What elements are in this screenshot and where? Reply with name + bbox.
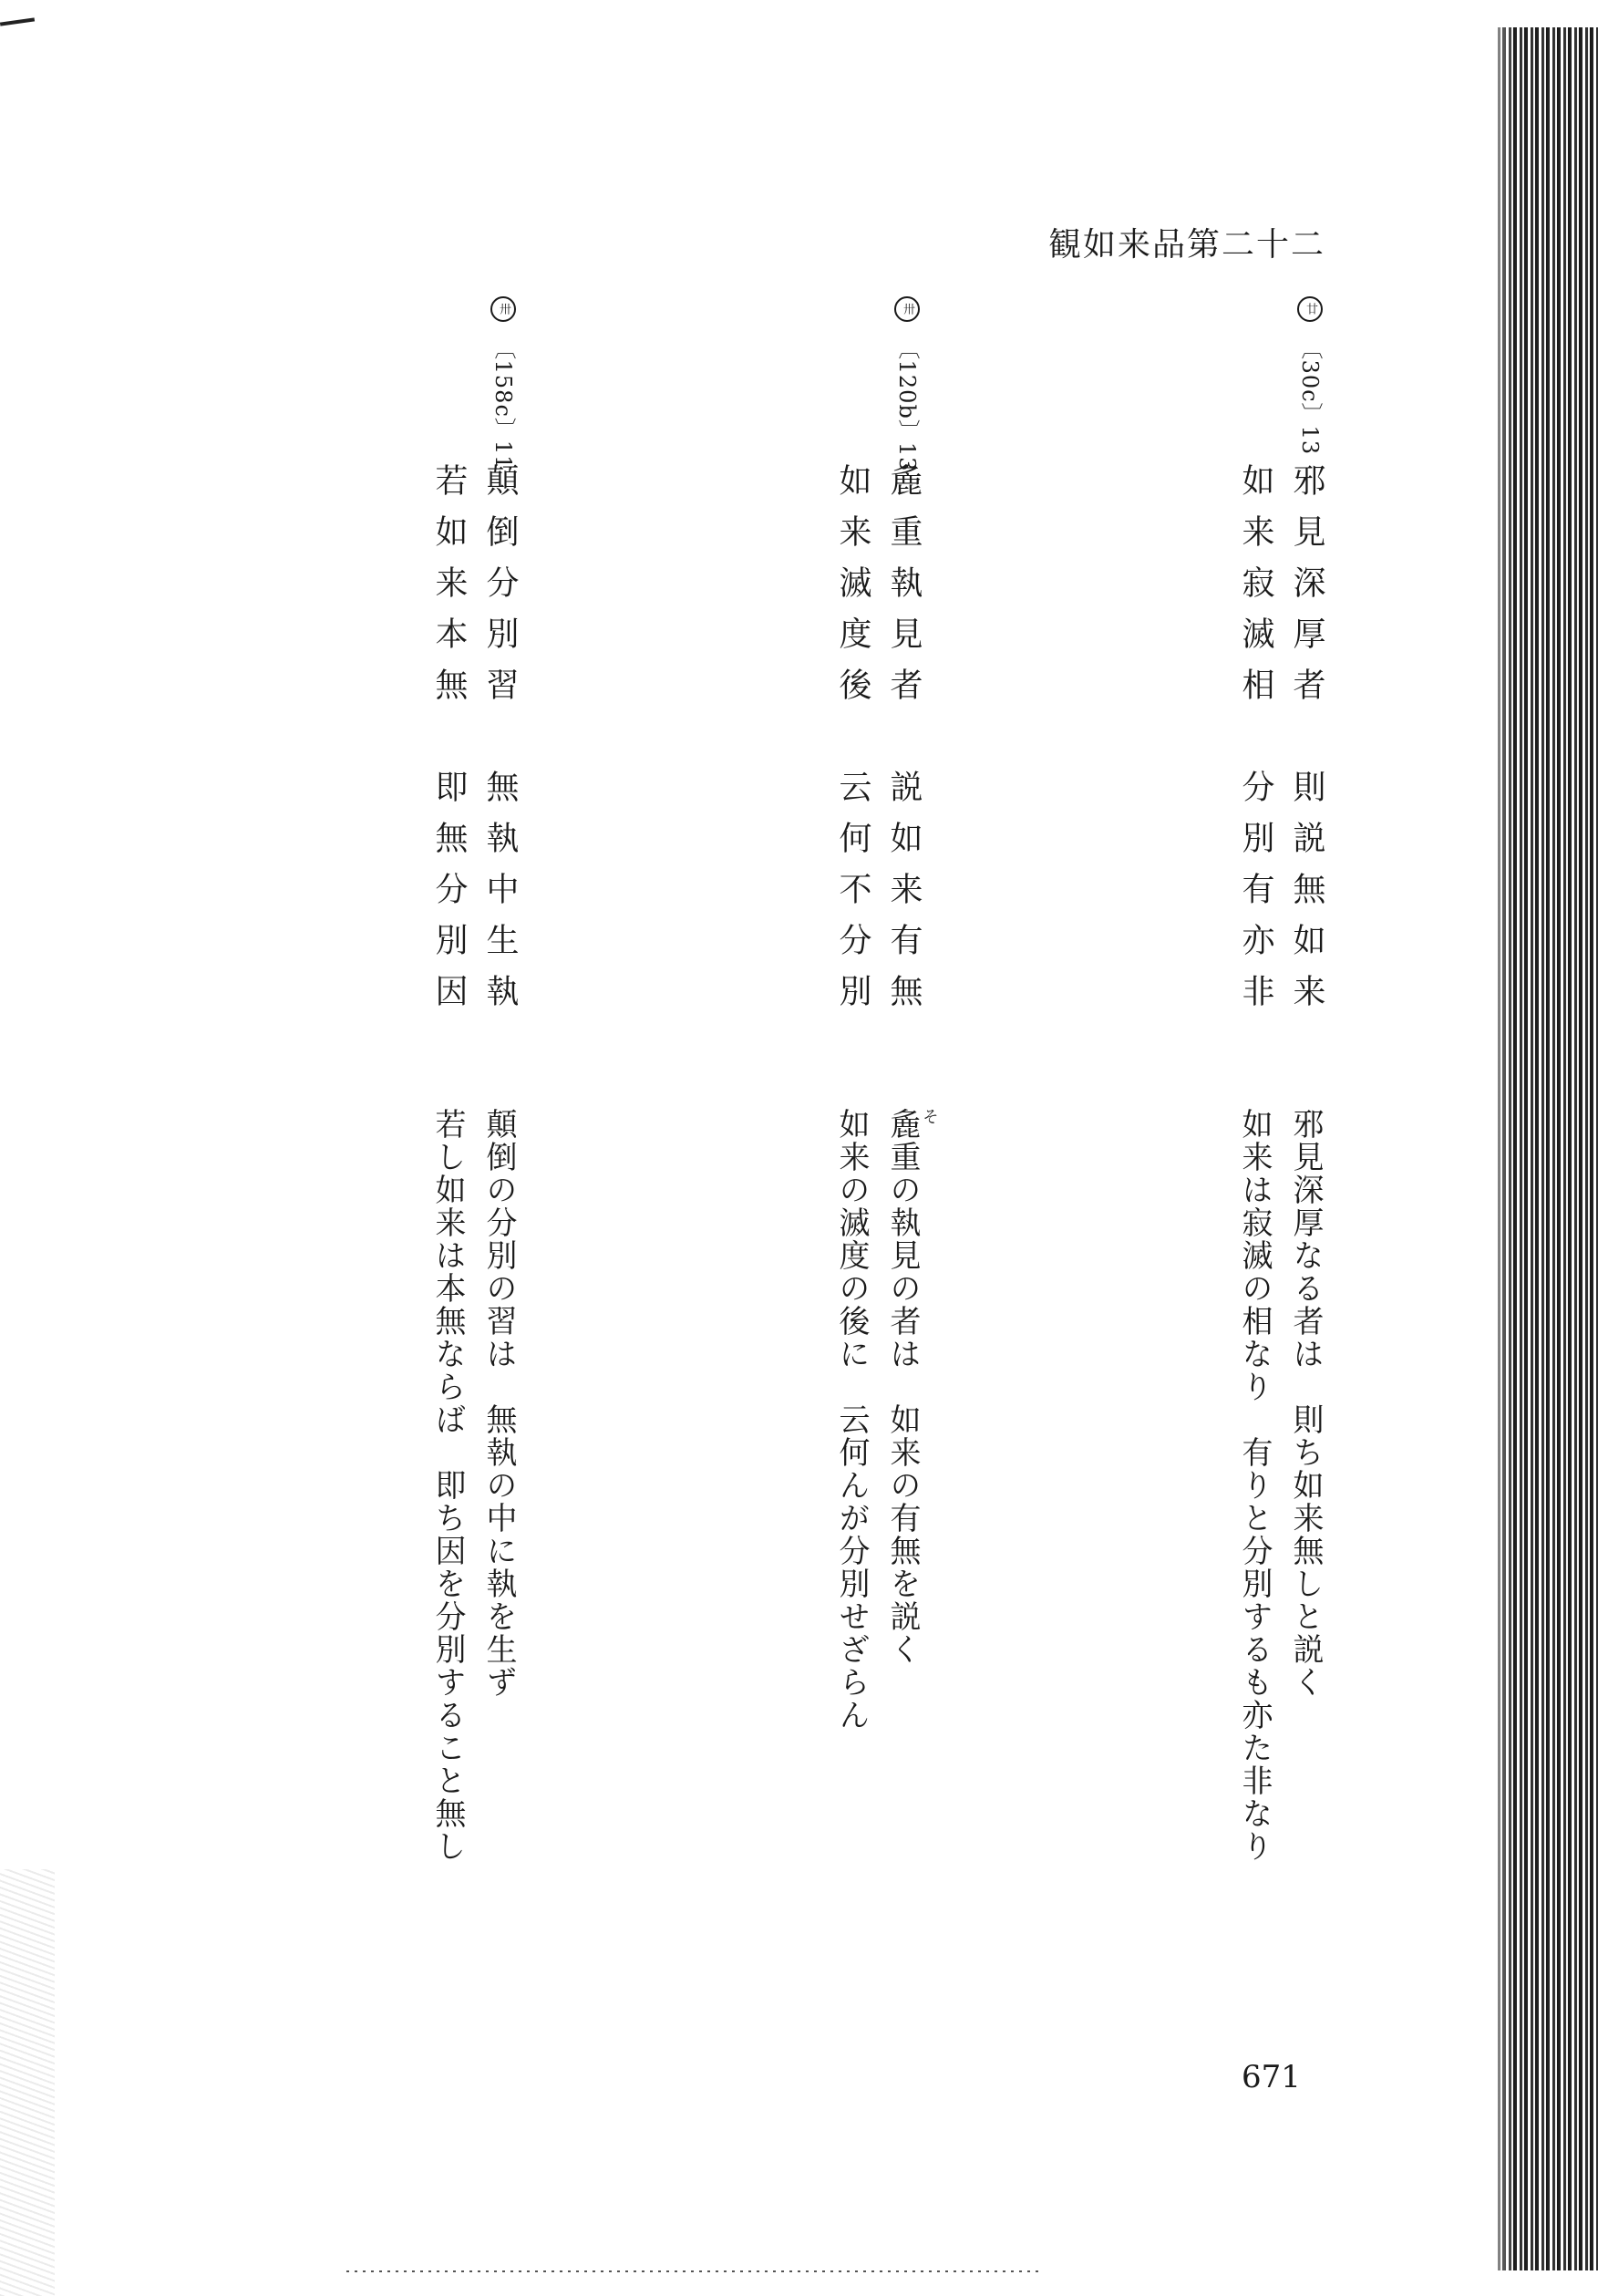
section-1-verse-line-2: 如来寂滅相 分別有亦非 xyxy=(1237,463,1274,1025)
section-3-verse-line-2: 若如来本無 即無分別因 xyxy=(430,463,468,1025)
section-1-verse-line-1: 邪見深厚者 則説無如来 xyxy=(1288,463,1325,1025)
scan-noise xyxy=(0,1869,55,2296)
section-1-ref: 〔30c〕13 xyxy=(1297,336,1323,456)
section-3-gloss-line-2: 若し如来は本無ならば 即ち因を分別すること無し xyxy=(429,1108,466,1863)
section-1-circled-number: 廿 xyxy=(1297,296,1323,322)
page-number: 671 xyxy=(1242,2059,1301,2095)
section-3-ref: 〔158c〕11 xyxy=(490,336,516,471)
section-2-ruby: そ xyxy=(920,1108,939,1124)
section-2-gloss-line-2: 如来の滅度の後に 云何んが分別せざらん xyxy=(833,1108,870,1732)
section-3-verse-line-1: 顛倒分別習 無執中生執 xyxy=(481,463,519,1025)
section-3-marker xyxy=(488,296,520,470)
section-1-gloss-line-2: 如来は寂滅の相なり 有りと分別するも亦た非なり xyxy=(1236,1108,1273,1863)
section-2-ref: 〔120b〕13 xyxy=(894,336,920,472)
binding-shadow xyxy=(1477,27,1513,2270)
corner-mark xyxy=(0,17,35,26)
bottom-scan-line xyxy=(346,2270,1039,2272)
section-1-marker xyxy=(1294,296,1326,455)
section-2-gloss-line-1: 麁重の執見の者は 如来の有無を説く xyxy=(884,1108,921,1666)
section-2-circled-number: 卅 xyxy=(894,296,920,322)
section-2-marker xyxy=(892,296,923,471)
section-3-circled-number: 卅 xyxy=(490,296,516,322)
section-1-gloss-line-1: 邪見深厚なる者は 則ち如来無しと説く xyxy=(1287,1108,1324,1699)
section-2-verse-line-2: 如来滅度後 云何不分別 xyxy=(834,463,871,1025)
section-2-verse-line-1: 麁重執見者 説如来有無 xyxy=(885,463,923,1025)
chapter-title: 観如来品第二十二 xyxy=(1048,226,1326,264)
section-3-gloss-line-1: 顛倒の分別の習は 無執の中に執を生ず xyxy=(480,1108,517,1699)
